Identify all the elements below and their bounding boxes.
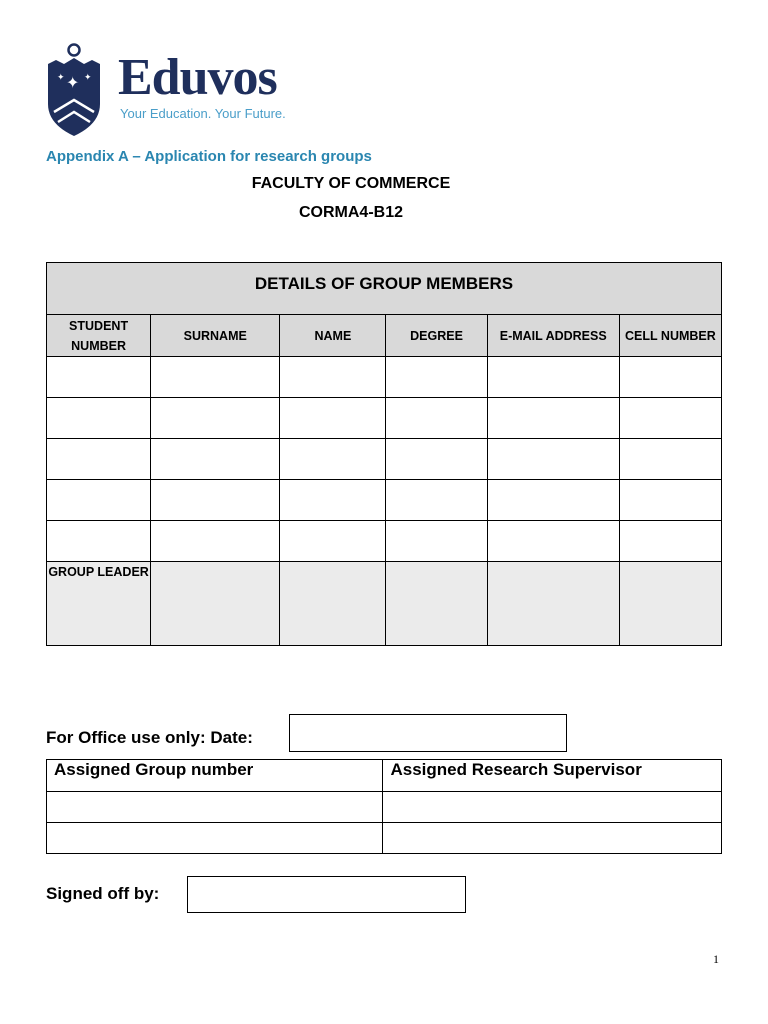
surname-cell[interactable] [151,398,280,439]
svg-text:✦: ✦ [66,73,80,92]
office-date-label: For Office use only: Date: [46,728,253,747]
leader-surname-cell[interactable] [151,562,280,646]
office-use-table [46,759,722,854]
name-cell[interactable] [280,398,386,439]
svg-text:✦: ✦ [57,73,65,83]
email-cell[interactable] [487,439,619,480]
office-header-row [47,760,722,792]
leader-name-cell[interactable] [280,562,386,646]
table-row [47,823,722,854]
group-number-cell[interactable] [47,792,383,823]
cell-number-cell[interactable] [619,398,721,439]
signed-off-field[interactable] [187,876,466,913]
leader-cell-number-cell[interactable] [619,562,721,646]
group-members-table [46,262,722,646]
header-cell-number: CELL NUMBER [619,315,721,357]
student-number-cell[interactable] [47,439,151,480]
table-row [47,480,722,521]
student-number-cell[interactable] [47,521,151,562]
form-code: CORMA4-B12 [298,204,403,221]
table-row [47,521,722,562]
degree-cell[interactable] [386,357,487,398]
surname-cell[interactable] [151,521,280,562]
header-email: E-MAIL ADDRESS [487,315,619,357]
degree-cell[interactable] [386,398,487,439]
table-row [47,792,722,823]
email-cell[interactable] [487,521,619,562]
cell-number-cell[interactable] [619,480,721,521]
surname-cell[interactable] [151,439,280,480]
email-cell[interactable] [487,480,619,521]
name-cell[interactable] [280,357,386,398]
student-number-cell[interactable] [47,480,151,521]
logo-wordmark: Eduvos [118,49,277,106]
members-table-title: DETAILS OF GROUP MEMBERS [47,263,722,315]
email-cell[interactable] [487,398,619,439]
appendix-title: Appendix A – Application for research groups [46,148,372,165]
header-surname: SURNAME [151,315,280,357]
surname-cell[interactable] [151,357,280,398]
cell-number-cell[interactable] [619,521,721,562]
email-cell[interactable] [487,357,619,398]
faculty-heading: FACULTY OF COMMERCE [251,175,451,192]
assigned-supervisor-label: Assigned Research Supervisor [383,760,722,792]
logo-tagline: Your Education. Your Future. [120,106,286,121]
header-name: NAME [280,315,386,357]
table-row [47,398,722,439]
degree-cell[interactable] [386,439,487,480]
leader-degree-cell[interactable] [386,562,487,646]
table-row [47,357,722,398]
surname-cell[interactable] [151,480,280,521]
name-cell[interactable] [280,480,386,521]
header-student-number: STUDENT NUMBER [47,315,151,357]
header-degree: DEGREE [386,315,487,357]
cell-number-cell[interactable] [619,439,721,480]
office-date-field[interactable] [289,714,567,752]
eduvos-logo [46,42,296,140]
name-cell[interactable] [280,439,386,480]
group-leader-row [47,562,722,646]
group-number-cell[interactable] [47,823,383,854]
assigned-group-number-label: Assigned Group number [47,760,383,792]
student-number-cell[interactable] [47,398,151,439]
table-row [47,439,722,480]
page-number: 1 [713,952,719,966]
name-cell[interactable] [280,521,386,562]
degree-cell[interactable] [386,480,487,521]
members-header-row [47,315,722,357]
crest-icon [46,42,102,138]
group-leader-label: GROUP LEADER [47,562,151,646]
student-number-cell[interactable] [47,357,151,398]
cell-number-cell[interactable] [619,357,721,398]
supervisor-cell[interactable] [383,823,722,854]
leader-email-cell[interactable] [487,562,619,646]
supervisor-cell[interactable] [383,792,722,823]
degree-cell[interactable] [386,521,487,562]
svg-text:✦: ✦ [84,73,92,83]
signed-off-label: Signed off by: [46,884,160,903]
